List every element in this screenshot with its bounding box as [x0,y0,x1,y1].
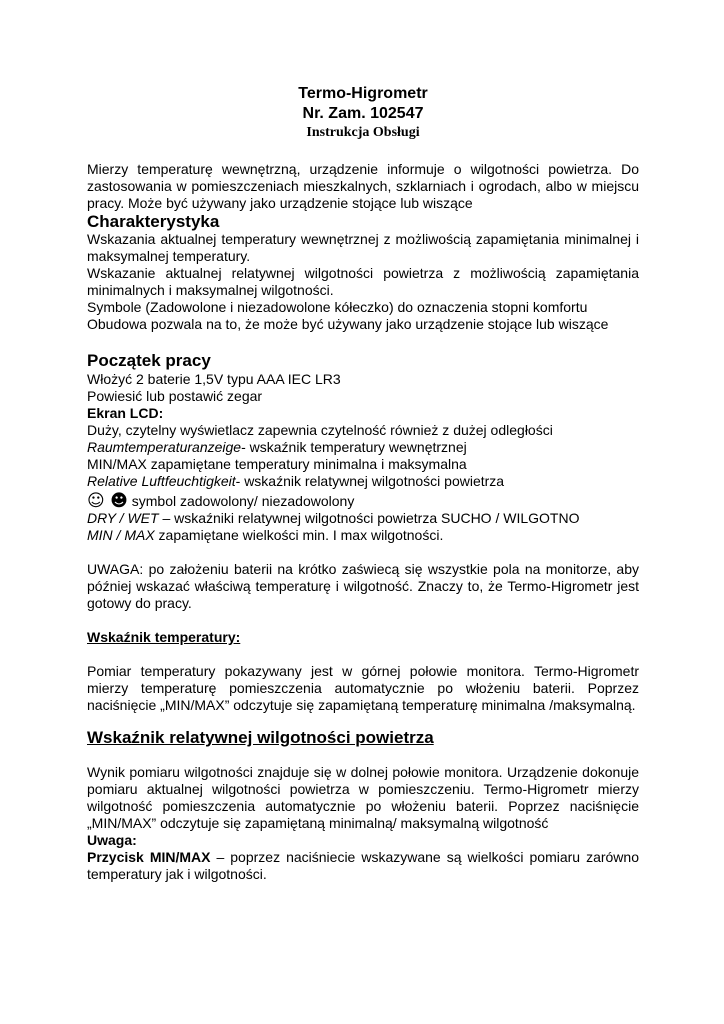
smiley-icons: ☺ ☻ [87,491,128,511]
drywet-desc: – wskaźniki relatywnej wilgotności powietrza SUCHO / WILGOTNO [158,510,580,526]
temperature-paragraph: Pomiar temperatury pokazywany jest w górnej połowie monitora. Termo-Higrometr mierzy temperaturę pomieszczenia automatycznie po włożeniu baterii. Poprzez naciśnięcie „MIN/MAX” odczytuje się zapamiętaną temperaturę minimalna /maksymalną. [87,663,639,713]
raum-desc: - wskaźnik temperatury wewnętrznej [241,439,467,455]
note-label: Uwaga: [87,832,137,848]
feature-item: Symbole (Zadowolone i niezadowolone kółeczko) do oznaczenia stopni komfortu [87,299,588,315]
rel-desc: - wskaźnik relatywnej wilgotności powietrza [235,473,505,489]
raum-term: Raumtemperaturanzeige [87,439,242,455]
minmax-temp-line: MIN/MAX zapamiętane temperatury minimalna i maksymalna [87,456,467,472]
feature-item: Wskazanie aktualnej relatywnej wilgotności powietrza z możliwością zapamiętania minimalnych i maksymalnej wilgotności. [87,265,639,298]
smiley-desc: symbol zadowolony/ niezadowolony [127,493,355,509]
start-heading: Początek pracy [87,351,211,370]
hang-instruction: Powiesić lub postawić zegar [87,388,263,404]
smiley-line [87,493,639,510]
button-line [87,849,639,883]
humidity-paragraph: Wynik pomiaru wilgotności znajduje się w dolnej połowie monitora. Urządzenie dokonuje pomiaru aktualnej wilgotności powietrza w pomieszczeniu. Termo-Higrometr mierzy wilgotność pomieszczenia automatycznie po włożeniu baterii. Poprzez naciśnięcie „MIN/MAX” odczytuje się zapamiętaną minimalną/ maksymalną wilgotność [87,764,639,831]
rel-term: Relative Luftfeuchtigkeit [87,473,236,489]
rel-line [87,473,639,490]
feature-item: Obudowa pozwala na to, że może być używany jako urządzenie stojące lub wiszące [87,316,609,332]
battery-instruction: Włożyć 2 baterie 1,5V typu AAA IEC LR3 [87,371,341,387]
raum-line [87,439,639,456]
minmax-term: MIN / MAX [87,527,155,543]
temperature-heading: Wskaźnik temperatury: [87,629,241,645]
intro-paragraph: Mierzy temperaturę wewnętrzną, urządzenie informuje o wilgotności powietrza. Do zastosowania w pomieszczeniach mieszkalnych, szklarniach i ogrodach, albo w miejscu pracy. Może być używany jako urządzenie stojące lub wiszące [87,161,639,211]
feature-item: Wskazania aktualnej temperatury wewnętrznej z możliwością zapamiętania minimalnej i maksymalnej temperatury. [87,231,639,264]
drywet-line [87,510,639,527]
features-heading: Charakterystyka [87,212,220,231]
minmax-desc: zapamiętane wielkości min. I max wilgotności. [154,527,444,543]
document-page [87,84,639,883]
button-desc: – poprzez naciśniecie wskazywane są wielkości pomiaru zarówno temperatury jak i wilgotności. [87,849,639,882]
minmax-line [87,527,639,544]
button-label: Przycisk MIN/MAX [87,849,211,865]
lcd-description: Duży, czytelny wyświetlacz zapewnia czytelność również z dużej odległości [87,422,553,438]
warning-paragraph: UWAGA: po założeniu baterii na krótko zaświecą się wszystkie pola na monitorze, aby później wskazać właściwą temperaturę i wilgotność. Znaczy to, że Termo-Higrometr jest gotowy do pracy. [87,561,639,611]
order-number: Nr. Zam. 102547 [302,105,424,122]
humidity-heading: Wskaźnik relatywnej wilgotności powietrza [87,728,434,747]
document-title: Termo-Higrometr [298,85,428,102]
lcd-label: Ekran LCD: [87,405,164,421]
document-subtitle: Instrukcja Obsługi [306,125,420,140]
drywet-term: DRY / WET [87,510,159,526]
